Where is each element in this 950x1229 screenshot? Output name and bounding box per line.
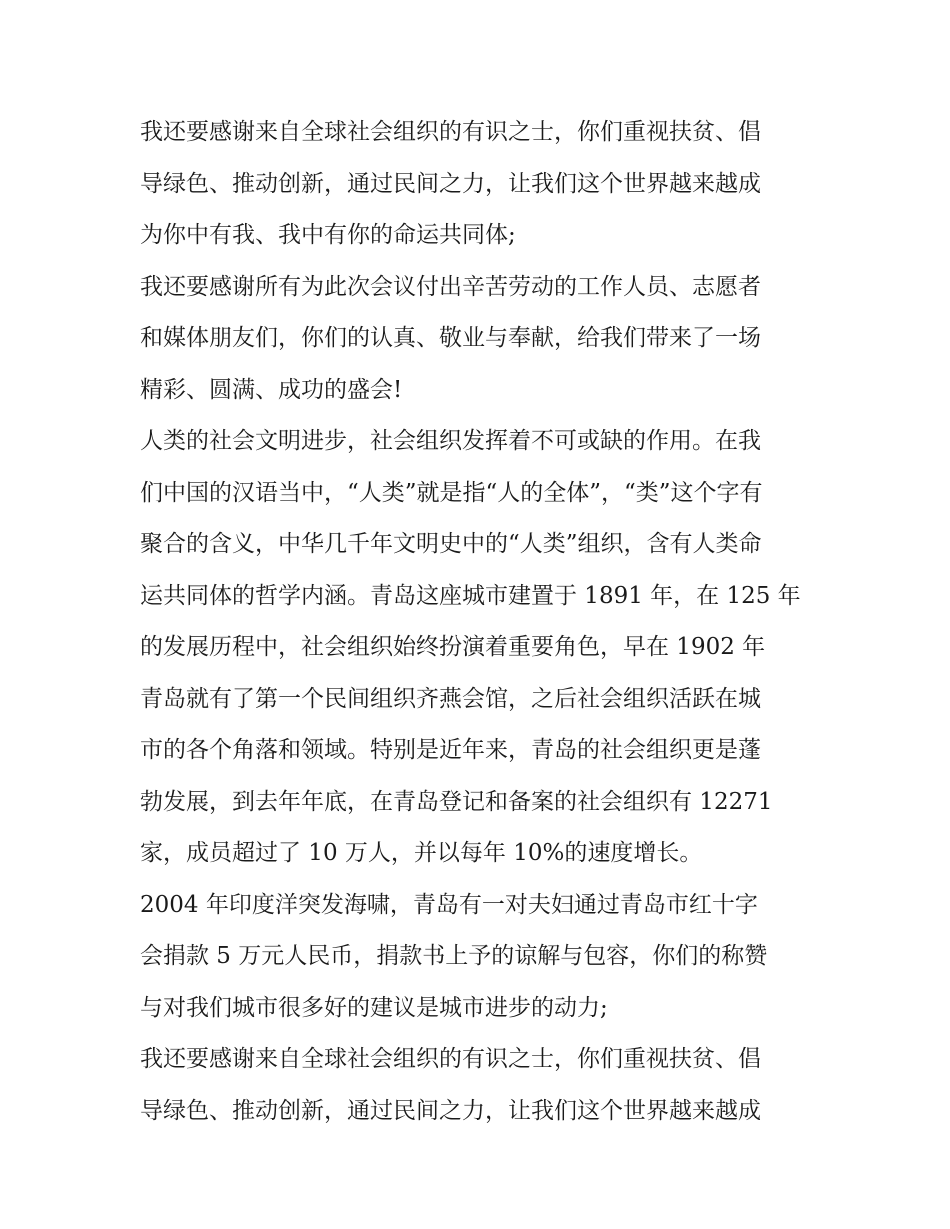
text-line: 家，成员超过了 10 万人，并以每年 10%的速度增长。: [140, 840, 703, 866]
text-line: 2004 年印度洋突发海啸，青岛有一对夫妇通过青岛市红十字: [140, 891, 758, 918]
text-line: 运共同体的哲学内涵。青岛这座城市建置于 1891 年，在 125 年: [140, 582, 801, 609]
text-line: 与对我们城市很多好的建议是城市进步的动力;: [140, 994, 608, 1021]
text-line: 和媒体朋友们，你们的认真、敬业与奉献，给我们带来了一场: [140, 325, 761, 351]
text-line: 会捐款 5 万元人民币，捐款书上予的谅解与包容，你们的称赞: [140, 943, 768, 969]
text-line: 们中国的汉语当中，“人类”就是指“人的全体”，“类”这个字有: [140, 479, 763, 506]
text-line: 导绿色、推动创新，通过民间之力，让我们这个世界越来越成: [140, 170, 761, 197]
text-line: 我还要感谢来自全球社会组织的有识之士，你们重视扶贫、倡: [140, 1046, 761, 1072]
text-line: 为你中有我、我中有你的命运共同体;: [140, 222, 516, 248]
text-line: 市的各个角落和领域。特别是近年来，青岛的社会组织更是蓬: [140, 737, 761, 763]
text-line: 的发展历程中，社会组织始终扮演着重要角色，早在 1902 年: [140, 634, 766, 660]
text-line: 青岛就有了第一个民间组织齐燕会馆，之后社会组织活跃在城: [140, 685, 761, 712]
text-line: 我还要感谢所有为此次会议付出辛苦劳动的工作人员、志愿者: [140, 273, 761, 300]
text-line: 聚合的含义，中华几千年文明史中的“人类”组织，含有人类命: [140, 531, 762, 557]
text-line: 人类的社会文明进步，社会组织发挥着不可或缺的作用。在我: [140, 428, 761, 454]
text-line: 导绿色、推动创新，通过民间之力，让我们这个世界越来越成: [140, 1097, 761, 1124]
text-line: 我还要感谢来自全球社会组织的有识之士，你们重视扶贫、倡: [140, 119, 761, 145]
body-text: [140, 107, 820, 1137]
text-line: 勃发展，到去年年底，在青岛登记和备案的社会组织有 12271: [140, 788, 773, 815]
text-line: 精彩、圆满、成功的盛会!: [140, 376, 403, 403]
